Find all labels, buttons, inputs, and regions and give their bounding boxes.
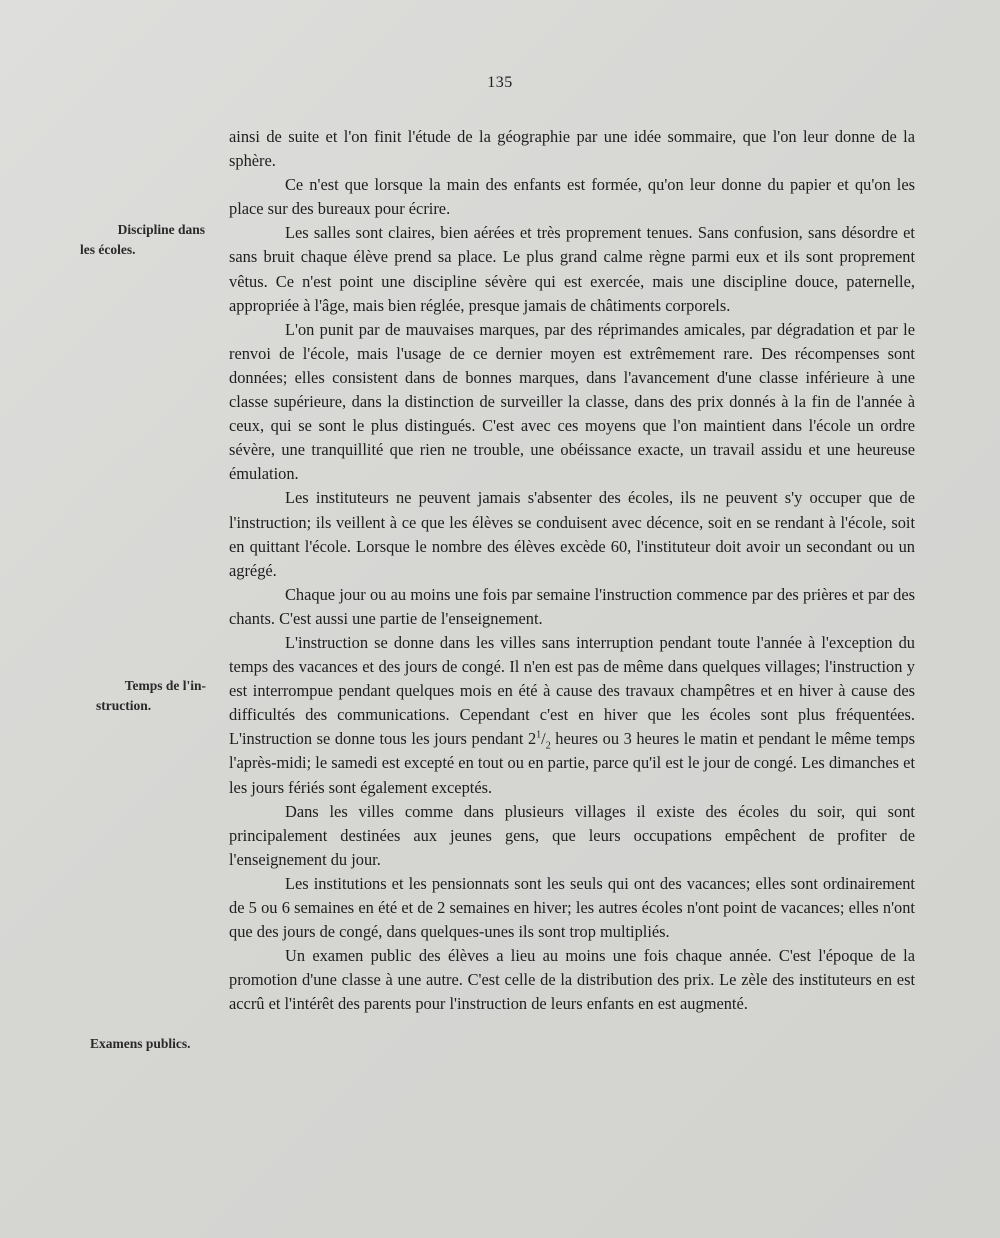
paragraph: Ce n'est que lorsque la main des enfants est formée, qu'on leur donne du papier et qu'on les place sur des bureaux pour écrire.: [229, 175, 915, 219]
text-run: L'instruction se donne dans les villes sans interruption pendant toute l'année à l'exception du temps des vacances et des jours de congé. Il n'en est pas de même dans quelques villages; l'instruction y est interrompue pendant quelques mois en été à cause des travaux champêtres et en hiver à cause des difficultés des communications. Cependant c'est en hiver que les écoles sont plus fréquentées. L'instruction se donne tous les jours pendant 2: [229, 632, 915, 749]
sidenote-line: Temps de l'in-: [124, 678, 206, 693]
sidenote-line: struction.: [96, 698, 152, 713]
sidenote-line: Discipline dans: [117, 222, 205, 237]
paragraph: Les institutions et les pensionnats sont les seuls qui ont des vacances; elles sont ordinairement de 5 ou 6 semaines en été et de 2 semaines en hiver; les autres écoles n'ont point de vacances; elles n'ont que des jours de congé, dans quelques-unes ils sont trop multipliés.: [229, 873, 915, 942]
sidenote-discipline: [80, 220, 205, 260]
paragraph: Les instituteurs ne peuvent jamais s'absenter des écoles, ils ne peuvent s'y occuper que de l'instruction; ils veillent à ce que les élèves se conduisent avec décence, soit en se rendant à l'école, soit en quittant l'école. Lorsque le nombre des élèves excède 60, l'instituteur doit avoir un secondant ou un agrégé.: [229, 488, 915, 580]
paragraph: ainsi de suite et l'on finit l'étude de la géographie par une idée sommaire, que l'on leur donne de la sphère.: [229, 127, 915, 171]
text-run: heures ou 3 heures le matin et pendant le même temps l'après-midi; le samedi est excepté en tout ou en partie, parce qu'il est le jour de congé. Les dimanches et les jours fériés sont également exceptés.: [229, 729, 915, 797]
fraction-slash: /: [541, 729, 546, 749]
paragraph: L'on punit par de mauvaises marques, par des réprimandes amicales, par dégradation et par le renvoi de l'école, mais l'usage de ce dernier moyen est extrêmement rare. Des récompenses sont données; elles consistent dans de bonnes marques, dans l'avancement d'une classe inférieure à une classe supérieure, dans la distinction de surveiller la classe, dans des prix donnés à la fin de l'année à ceux, qui se sont le plus distingués. C'est avec ces moyens que l'on maintient dans l'école un ordre sévère, une tranquillité que rien ne trouble, une obéissance exacte, un travail assidu et une heureuse émulation.: [229, 319, 915, 484]
paragraph-examens: Un examen public des élèves a lieu au moins une fois chaque année. C'est l'époque de la promotion d'une classe à une autre. C'est celle de la distribution des prix. Le zèle des instituteurs en est accrû et l'intérêt des parents pour l'instruction de leurs enfants en est augmenté.: [229, 946, 915, 1014]
paragraph: Chaque jour ou au moins une fois par semaine l'instruction commence par des prières et par des chants. C'est aussi une partie de l'enseignement.: [229, 584, 915, 628]
paragraph-discipline: Les salles sont claires, bien aérées et très proprement tenues. Sans confusion, sans désordre et sans bruit chaque élève prend sa place. Le plus grand calme règne parmi eux et ils sont proprement vêtus. Ce n'est point une discipline sévère qui est exercée, mais une discipline douce, paternelle, appropriée à l'âge, mais bien réglée, presque jamais de châtiments corporels.: [229, 223, 915, 315]
paragraph: Dans les villes comme dans plusieurs villages il existe des écoles du soir, qui sont principalement destinées aux jeunes gens, que leurs occupations empêchent de profiter de l'enseignement du jour.: [229, 801, 915, 869]
sidenote-line: les écoles.: [80, 242, 136, 257]
sidenote-temps: [96, 676, 206, 716]
paragraph-instruction-time: [229, 631, 915, 800]
page-number: 135: [487, 74, 513, 91]
sidenote-line: Examens publics.: [90, 1036, 191, 1051]
body-text: [229, 125, 915, 1016]
sidenote-examens: [90, 1034, 220, 1054]
fraction-denominator: 2: [545, 740, 551, 752]
fraction-numerator: 1: [536, 729, 542, 741]
